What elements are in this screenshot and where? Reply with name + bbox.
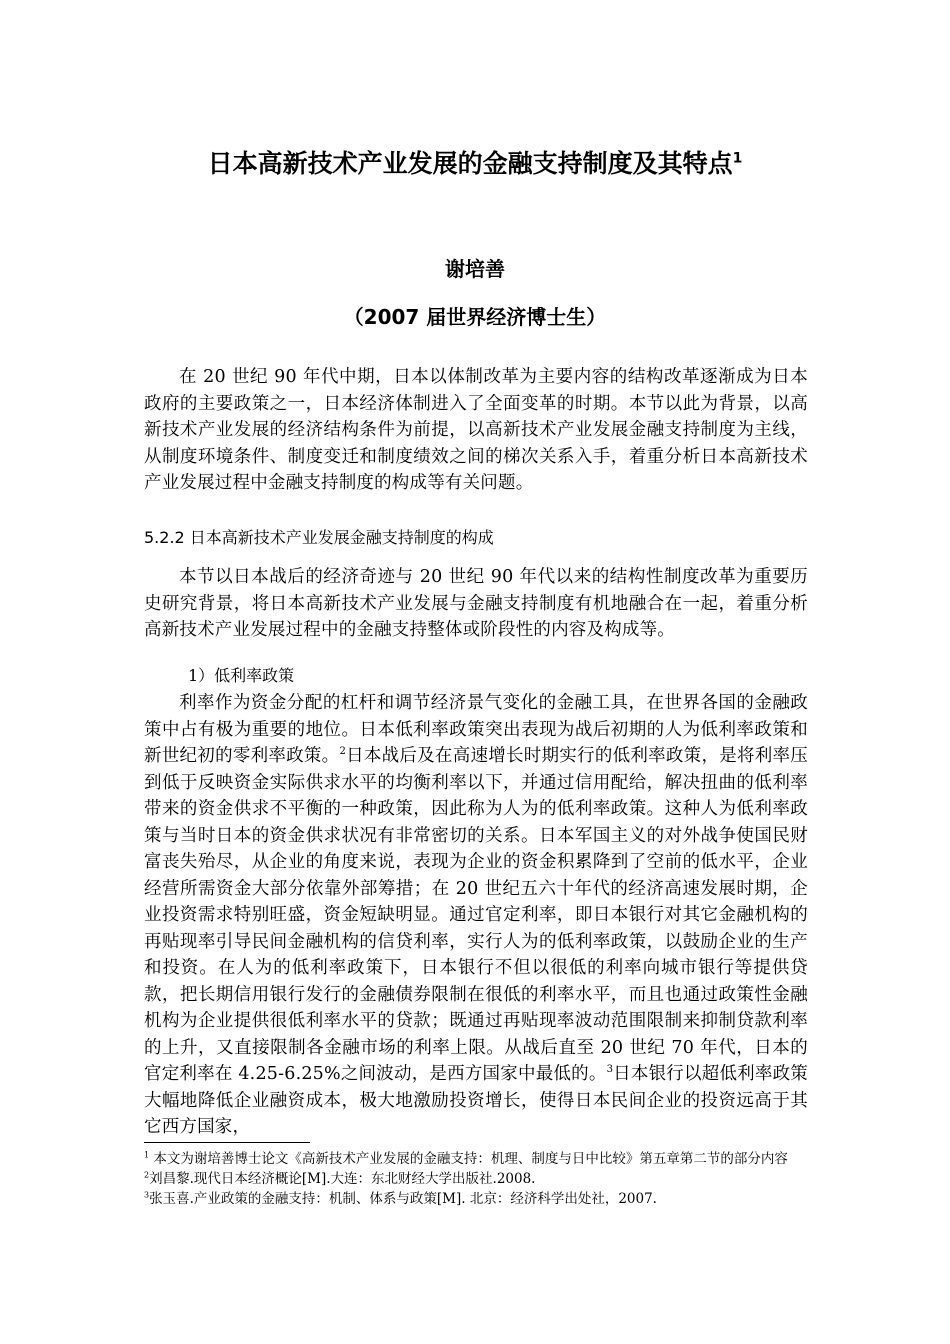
author-name: 谢培善 [445, 257, 505, 281]
title-text: 日本高新技术产业发展的金融支持制度及其特点 [207, 149, 733, 178]
intro-paragraph: 在 20 世纪 90 年代中期，日本以体制改革为主要内容的结构改革逐渐成为日本政府的主要政策之一，日本经济体制进入了全面变革的时期。本节以此为背景，以高新技术产业发展的经济结构条件为前提，以高新技术产业发展金融支持制度为主线，从制度环境条件、制度变迁和制度绩效之间的梯次关系入手，着重分析日本高新技术产业发展过程中金融支持制度的构成等有关问题。 [144, 367, 808, 493]
footnote-2 [144, 1170, 824, 1189]
footnote-mark: 1 [144, 1150, 150, 1160]
footnote-3 [144, 1190, 824, 1209]
section-heading: 5.2.2 日本高新技术产业发展金融支持制度的构成 [144, 528, 494, 547]
footnote-mark: 3 [144, 1190, 150, 1200]
footnote-marker-2[interactable]: 2 [339, 746, 347, 758]
body-text-b: 日本战后及在高速增长时期实行的低利率政策，是将利率压到低于反映资金实际供求水平的均衡利率以下，并通过信用配给，解决扭曲的低利率带来的资金供求不平衡的一种政策，因此称为人为的低利率政策。这种人为低利率政策与当时日本的资金供求状况有非常密切的关系。日本军国主义的对外战争使国民财富丧失殆尽，从企业的角度来说，表现为企业的资金积累降到了空前的低水平，企业经营所需资金大部分依靠外部筹措；在 20 世纪五六十年代的经济高速发展时期，企业投资需求特别旺盛，资金短缺明显。通过官定利率，即日本银行对其它金融机构的再贴现率引导民间金融机构的信贷利率，实行人为的低利率政策，以鼓励企业的生产和投资。在人为的低利率政策下，日本银行不但以很低的利率向城市银行等提供贷款，把长期信用银行发行的金融债券限制在很低的利率水平，而且也通过政策性金融机构为企业提供很低利率水平的贷款；既通过再贴现率波动范围限制来抑制贷款利率的上升，又直接限制各金融市场的利率上限。从战后直至 20 世纪 70 年代，日本的官定利率在 4.25-6.25%之间波动，是西方国家中最低的。 [144, 746, 808, 1084]
footnote-marker-3[interactable]: 3 [606, 1064, 614, 1076]
author-affiliation: （2007 届世界经济博士生） [343, 305, 607, 329]
footnote-1 [144, 1150, 824, 1169]
body-paragraph [144, 690, 808, 1141]
footnote-text: 本文为谢培善博士论文《高新技术产业发展的金融支持：机理、制度与日中比较》第五章第二节的部分内容 [149, 1151, 788, 1167]
footnotes [144, 1150, 824, 1210]
footnote-mark: 2 [144, 1170, 150, 1180]
footnote-separator [144, 1142, 310, 1143]
body-text-c: 日本银行以超低利率政策大幅地降低企业融资成本，极大地激励投资增长，使得日本民间企业的投资远高于其它西方国家， [144, 1064, 809, 1137]
body-text-a: 利率作为资金分配的杠杆和调节经济景气变化的金融工具，在世界各国的金融政策中占有极为重要的地位。日本低利率政策突出表现为战后初期的人为低利率政策和新世纪初的零利率政策。 [144, 693, 808, 766]
section-intro-paragraph: 本节以日本战后的经济奇迹与 20 世纪 90 年代以来的结构性制度改革为重要历史研究背景，将日本高新技术产业发展与金融支持制度有机地融合在一起，着重分析高新技术产业发展过程中的金融支持整体或阶段性的内容及构成等。 [144, 567, 808, 640]
title-footnote-marker[interactable]: 1 [732, 150, 743, 167]
footnote-text: 刘昌黎.现代日本经济概论[M].大连：东北财经大学出版社.2008. [149, 1171, 536, 1187]
subsection-heading: 1）低利率政策 [188, 666, 295, 685]
footnote-text: 张玉喜.产业政策的金融支持：机制、体系与政策[M]. 北京：经济科学出处社，2007. [149, 1191, 657, 1207]
paper-title [0, 146, 950, 182]
